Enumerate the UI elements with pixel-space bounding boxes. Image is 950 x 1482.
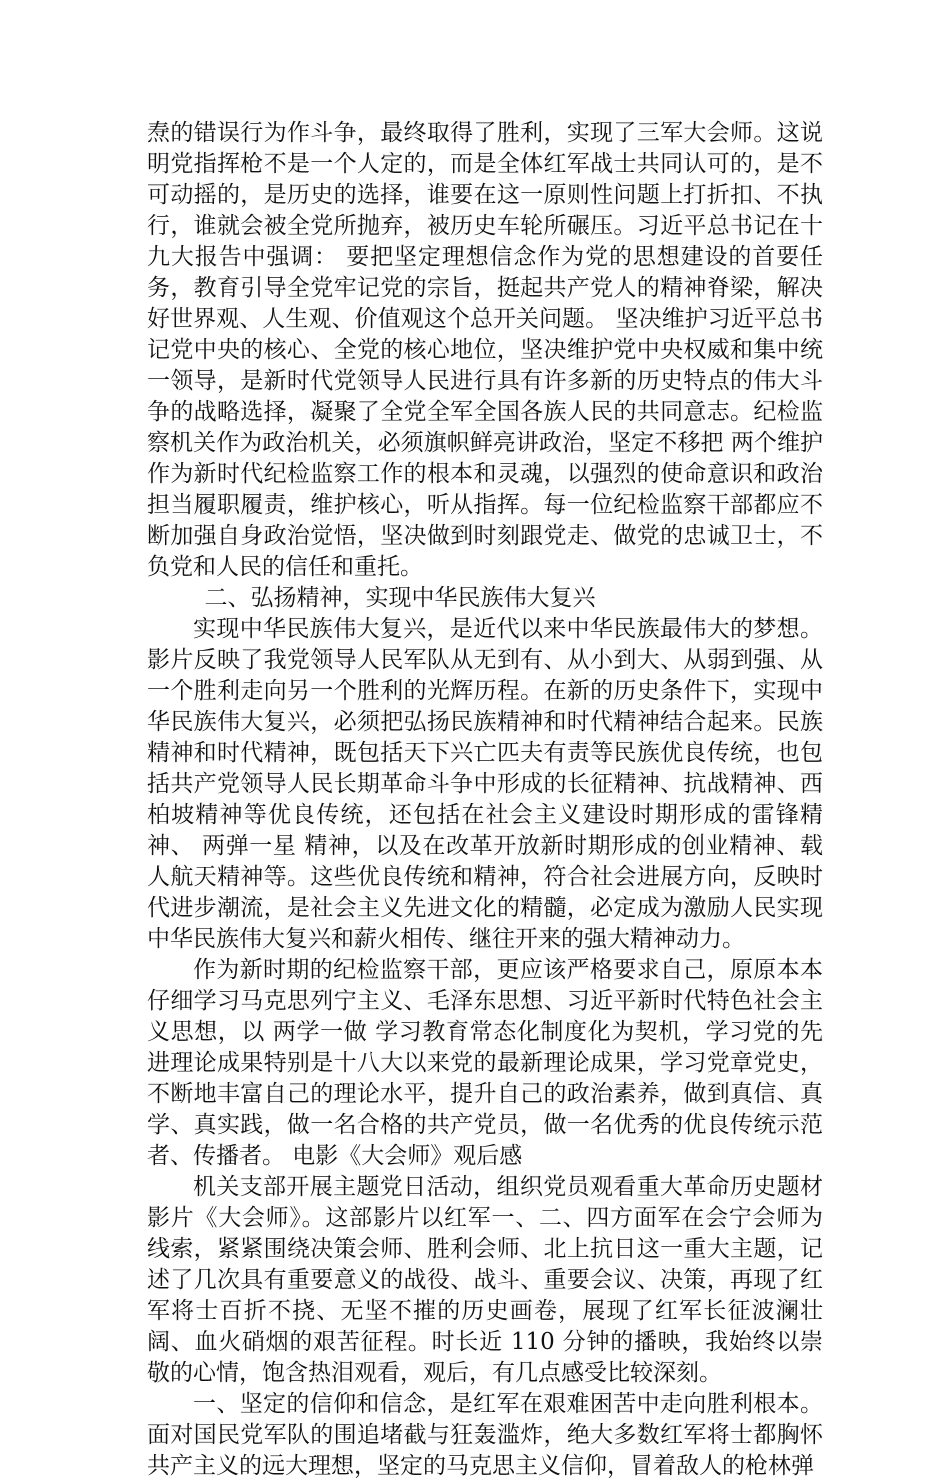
paragraph-discipline-cadre: 作为新时期的纪检监察干部，更应该严格要求自己，原原本本仔细学习马克思列宁主义、毛泽东思想、习近平新时代特色社会主义思想，以 两学一做 学习教育常态化制度化为契机，学习党的先进理论成果特别是十八大以来党的最新理论成果，学习党章党史，不断地丰富自己的理论水平，提升自己的政治素养，做到真信、真学、真实践，做一名合格的共产党员，做一名优秀的优良传统示范者、传播者。 电影《大会师》观后感 bbox=[147, 957, 823, 1169]
paragraph-film-screening: 机关支部开展主题党日活动，组织党员观看重大革命历史题材影片《大会师》。这部影片以红军一、二、四方面军在会宁会师为线索，紧紧围绕决策会师、胜利会师、北上抗日这一重大主题，记述了几次具有重要意义的战役、战斗、重要会议、决策，再现了红军将士百折不挠、无坚不摧的历史画卷，展现了红军长征波澜壮阔、血火硝烟的艰苦征程。时长近 110 分钟的播映，我始终以崇敬的心情，饱含热泪观看，观后，有几点感受比较深刻。 bbox=[147, 1174, 823, 1386]
section-heading-carry-forward-spirit: 二、弘扬精神，实现中华民族伟大复兴 bbox=[204, 585, 596, 611]
paragraph-party-command: 焘的错误行为作斗争，最终取得了胜利，实现了三军大会师。这说明党指挥枪不是一个人定的，而是全体红军战士共同认可的，是不可动摇的，是历史的选择，谁要在这一原则性问题上打折扣、不执行，谁就会被全党所抛弃，被历史车轮所碾压。习近平总书记在十九大报告中强调： 要把坚定理想信念作为党的思想建设的首要任务，教育引导全党牢记党的宗旨，挺起共产党人的精神脊梁，解决好世界观、人生观、价值观这个总开关问题。 坚决维护习近平总书记党中央的核心、全党的核心地位，坚决维护党中央权威和集中统一领导，是新时代党领导人民进行具有许多新的历史特点的伟大斗争的战略选择，凝聚了全党全军全国各族人民的共同意志。纪检监察机关作为政治机关，必须旗帜鲜亮讲政治，坚定不移把 两个维护 作为新时代纪检监察工作的根本和灵魂，以强烈的使命意识和政治担当履职履责，维护核心，听从指挥。每一位纪检监察干部都应不断加强自身政治觉悟，坚决做到时刻跟党走、做党的忠诚卫士，不负党和人民的信任和重托。 bbox=[147, 120, 823, 580]
document-page bbox=[147, 118, 823, 1482]
paragraph-faith-and-belief: 一、坚定的信仰和信念，是红军在艰难困苦中走向胜利根本。面对国民党军队的围追堵截与狂轰滥炸，绝大多数红军将士都胸怀共产主义的远大理想，坚定的马克思主义信仰，冒着敌人的枪林弹 bbox=[147, 1391, 823, 1479]
paragraph-national-rejuvenation: 实现中华民族伟大复兴，是近代以来中华民族最伟大的梦想。影片反映了我党领导人民军队从无到有、从小到大、从弱到强、从一个胜利走向另一个胜利的光辉历程。在新的历史条件下，实现中华民族伟大复兴，必须把弘扬民族精神和时代精神结合起来。民族精神和时代精神，既包括天下兴亡匹夫有责等民族优良传统，也包括共产党领导人民长期革命斗争中形成的长征精神、抗战精神、西柏坡精神等优良传统，还包括在社会主义建设时期形成的雷锋精神、 两弹一星 精神，以及在改革开放新时期形成的创业精神、载人航天精神等。这些优良传统和精神，符合社会进展方向，反映时代进步潮流，是社会主义先进文化的精髓，必定成为激励人民实现中华民族伟大复兴和薪火相传、继往开来的强大精神动力。 bbox=[147, 616, 823, 952]
